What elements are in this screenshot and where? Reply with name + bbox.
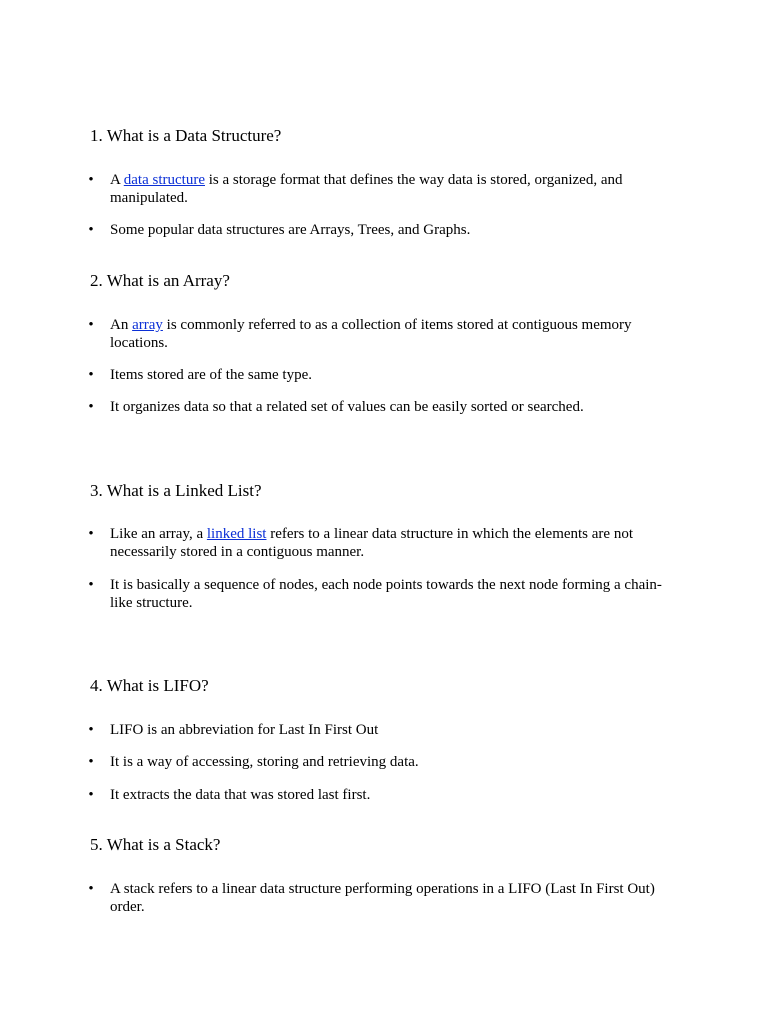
bullet-text-before-link: Like an array, a <box>110 526 207 542</box>
section-heading-stack: 5. What is a Stack? <box>90 835 221 854</box>
bullet-item <box>88 721 670 739</box>
bullet-item <box>88 221 670 239</box>
bullet-item <box>88 316 670 352</box>
bullet-text: It extracts the data that was stored last first. <box>110 787 371 803</box>
section-heading-linked-list: 3. What is a Linked List? <box>90 481 262 500</box>
bullet-marker: • <box>88 754 94 770</box>
bullet-marker: • <box>88 317 94 333</box>
bullet-text-after-link: is commonly referred to as a collection of items stored at contiguous memory locations. <box>110 317 632 351</box>
bullet-item <box>88 753 670 771</box>
bullet-item <box>88 171 670 207</box>
bullet-marker: • <box>88 787 94 803</box>
section-heading-lifo: 4. What is LIFO? <box>90 676 209 695</box>
data-structure-link[interactable]: data structure <box>123 172 205 188</box>
bullet-text: Items stored are of the same type. <box>110 367 313 383</box>
bullet-marker: • <box>88 399 94 415</box>
bullet-item <box>88 366 670 384</box>
bullet-marker: • <box>88 722 94 738</box>
section-heading-data-structure: 1. What is a Data Structure? <box>90 126 282 145</box>
bullet-text-after-link: is a storage format that defines the way data is stored, organized, and manipulated. <box>110 172 623 206</box>
bullet-marker: • <box>88 881 94 897</box>
bullet-marker: • <box>88 367 94 383</box>
array-link[interactable]: array <box>132 317 163 333</box>
section-heading-array: 2. What is an Array? <box>90 271 230 290</box>
bullet-marker: • <box>88 526 94 542</box>
bullet-marker: • <box>88 172 94 188</box>
bullet-text-after-link: refers to a linear data structure in which the elements are not necessarily stored in a contiguous manner. <box>110 526 633 560</box>
bullet-text-before-link: An <box>110 317 133 333</box>
bullet-text: It is a way of accessing, storing and retrieving data. <box>110 754 419 770</box>
bullet-text: A stack refers to a linear data structure performing operations in a LIFO (Last In First Out) order. <box>110 881 655 915</box>
bullet-text: Some popular data structures are Arrays, Trees, and Graphs. <box>110 222 471 238</box>
bullet-item <box>88 576 670 612</box>
bullet-text: It organizes data so that a related set of values can be easily sorted or searched. <box>110 399 584 415</box>
bullet-text: LIFO is an abbreviation for Last In First Out <box>110 722 379 738</box>
bullet-marker: • <box>88 577 94 593</box>
bullet-text: It is basically a sequence of nodes, each node points towards the next node forming a chain-like structure. <box>110 577 662 611</box>
bullet-item <box>88 525 670 561</box>
bullet-text-before-link: A <box>110 172 124 188</box>
bullet-item <box>88 398 670 416</box>
bullet-marker: • <box>88 222 94 238</box>
linked-list-link[interactable]: linked list <box>206 526 267 542</box>
bullet-item <box>88 786 670 804</box>
bullet-item <box>88 880 670 916</box>
